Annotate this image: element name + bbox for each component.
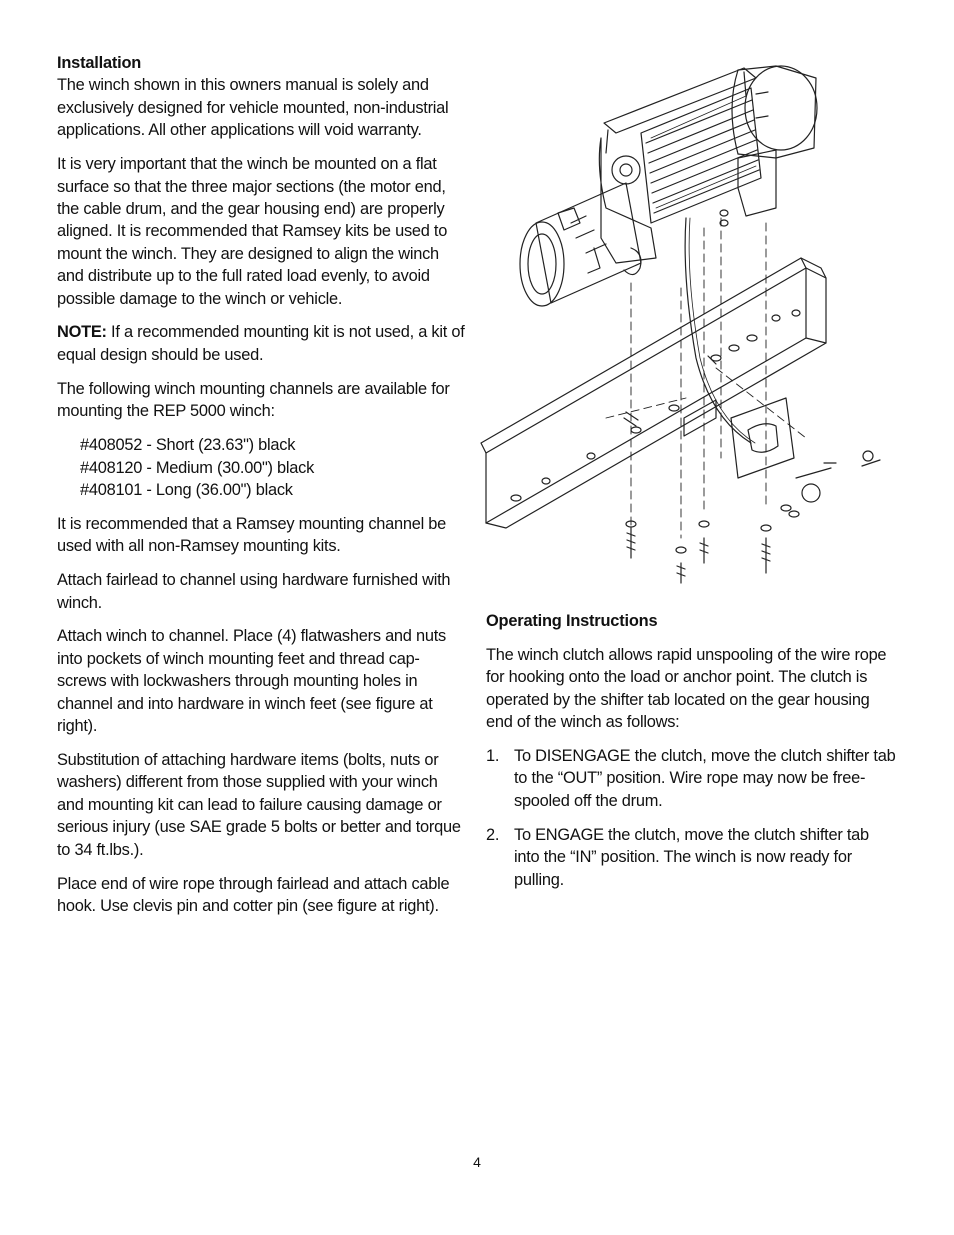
installation-paragraph-5: Attach fairlead to channel using hardware furnished with winch. bbox=[57, 571, 451, 612]
mounting-hardware bbox=[624, 210, 799, 583]
channel-list bbox=[80, 434, 467, 501]
installation-section bbox=[57, 52, 467, 929]
installation-paragraph-7: Substitution of attaching hardware items (bolts, nuts or washers) different from those supplied with your winch and mounting kit can lead to failure causing damage or serious injury (use SAE grade 5 bolts or better and torque to 34 ft.lbs.). bbox=[57, 750, 461, 859]
installation-paragraph-2: It is very important that the winch be mounted on a flat surface so that the three major sections (the motor end, the cable drum, and the gear housing end) are properly aligned. It is recommended that Ramsey kits be used to mount the winch. They are designed to align the winch and distribute up to the full rated load evenly, to avoid possible damage to the winch or vehicle. bbox=[57, 155, 448, 308]
note-label: NOTE: bbox=[57, 323, 107, 342]
installation-heading: Installation bbox=[57, 54, 142, 72]
note-text: If a recommended mounting kit is not used, a kit of equal design should be used. bbox=[57, 323, 465, 364]
list-item bbox=[486, 824, 896, 891]
fairlead bbox=[731, 398, 794, 478]
operating-section bbox=[486, 610, 896, 902]
channel-item: #408101 - Long (36.00") black bbox=[80, 480, 293, 499]
page-number: 4 bbox=[473, 1154, 481, 1170]
channel-item: #408120 - Medium (30.00") black bbox=[80, 458, 315, 477]
installation-paragraph-6: Attach winch to channel. Place (4) flatwashers and nuts into pockets of winch mounting feet and thread cap-screws with lockwashers through mounting holes in channel and into hardware in winch feet (see figure at right). bbox=[57, 627, 446, 736]
mounting-channel bbox=[481, 258, 826, 528]
step-text: To ENGAGE the clutch, move the clutch shifter tab into the “IN” position. The winch is now ready for pulling. bbox=[514, 825, 869, 889]
winch-feet bbox=[599, 138, 776, 263]
installation-paragraph-8: Place end of wire rope through fairlead and attach cable hook. Use clevis pin and cotter pin (see figure at right). bbox=[57, 874, 450, 915]
step-text: To DISENGAGE the clutch, move the clutch shifter tab to the “OUT” position. Wire rope may now be free-spooled off the drum. bbox=[514, 747, 896, 810]
winch-mounting-diagram bbox=[476, 58, 896, 593]
list-item bbox=[486, 745, 896, 812]
step-number: 1. bbox=[486, 747, 500, 766]
installation-paragraph-3: The following winch mounting channels are available for mounting the REP 5000 winch: bbox=[57, 379, 450, 421]
note-paragraph bbox=[57, 321, 467, 366]
cable-hook bbox=[796, 451, 880, 502]
motor-end bbox=[520, 183, 641, 306]
installation-paragraph-4: It is recommended that a Ramsey mounting channel be used with all non-Ramsey mounting kits. bbox=[57, 514, 447, 556]
wire-rope bbox=[685, 218, 751, 443]
installation-paragraph-1: The winch shown in this owners manual is solely and exclusively designed for vehicle mounted, non-industrial applications. All other applications will void warranty. bbox=[57, 76, 449, 140]
step-number: 2. bbox=[486, 825, 500, 844]
operating-heading: Operating Instructions bbox=[486, 612, 658, 630]
operating-intro: The winch clutch allows rapid unspooling of the wire rope for hooking onto the load or anchor point. The clutch is operated by the shifter tab located on the gear housing end of the winch as follows: bbox=[486, 645, 887, 732]
channel-item: #408052 - Short (23.63") black bbox=[80, 436, 296, 455]
cable-drum bbox=[641, 88, 761, 223]
operating-steps bbox=[486, 745, 896, 891]
